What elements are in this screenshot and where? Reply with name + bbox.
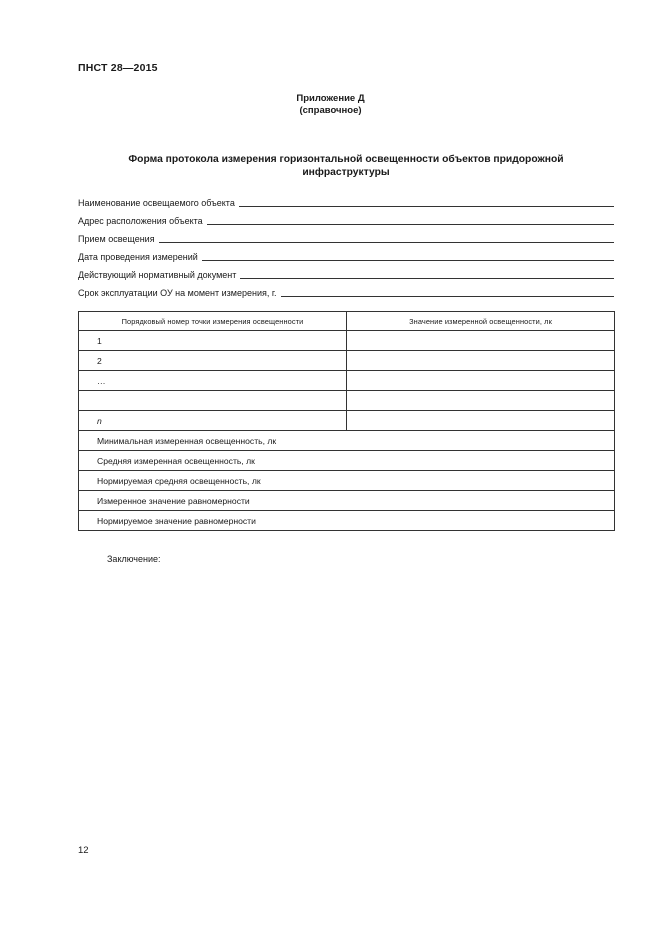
point-number-cell: … (79, 371, 347, 391)
page-number: 12 (78, 845, 89, 856)
summary-normative-avg: Нормируемая средняя освещенность, лк (79, 471, 615, 491)
document-code: ПНСТ 28—2015 (78, 62, 158, 74)
table-row (79, 391, 615, 411)
summary-measured-uniformity: Измеренное значение равномерности (79, 491, 615, 511)
summary-row (79, 451, 615, 471)
field-label: Адрес расположения объекта (78, 216, 203, 226)
value-cell (347, 411, 615, 431)
summary-avg-illuminance: Средняя измеренная освещенность, лк (79, 451, 615, 471)
field-service-life (78, 280, 614, 298)
summary-row (79, 491, 615, 511)
table-row (79, 371, 615, 391)
field-label: Срок эксплуатации ОУ на момент измерения, г. (78, 288, 277, 298)
appendix-title: Приложение Д (296, 93, 365, 104)
value-cell (347, 371, 615, 391)
fill-in-line (207, 216, 614, 225)
value-cell (347, 351, 615, 371)
column-header-illuminance: Значение измеренной освещенности, лк (347, 312, 615, 331)
field-normative-document (78, 262, 614, 280)
fill-in-line (240, 270, 614, 279)
fill-in-line (281, 288, 614, 297)
form-title-line-1: Форма протокола измерения горизонтальной освещенности объектов придорожной (128, 154, 564, 165)
value-cell (347, 331, 615, 351)
field-object-name (78, 190, 614, 208)
field-measurement-date (78, 244, 614, 262)
table-header-row (79, 312, 615, 331)
value-cell (347, 391, 615, 411)
field-object-address (78, 208, 614, 226)
point-number-cell: n (79, 411, 347, 431)
summary-row (79, 471, 615, 491)
point-number-cell: 1 (79, 331, 347, 351)
table-row (79, 351, 615, 371)
form-fields (78, 190, 614, 298)
form-title-line-2: инфраструктуры (302, 167, 390, 178)
column-header-point-number: Порядковый номер точки измерения освещенности (79, 312, 347, 331)
measurement-table (78, 311, 615, 531)
field-lighting-method (78, 226, 614, 244)
form-title (96, 153, 596, 179)
field-label: Наименование освещаемого объекта (78, 198, 235, 208)
appendix-note: (справочное) (299, 105, 362, 116)
table-row (79, 411, 615, 431)
table-row (79, 331, 615, 351)
summary-row (79, 431, 615, 451)
field-label: Прием освещения (78, 234, 155, 244)
fill-in-line (159, 234, 614, 243)
field-label: Действующий нормативный документ (78, 270, 237, 280)
conclusion-label: Заключение: (107, 554, 161, 564)
field-label: Дата проведения измерений (78, 252, 198, 262)
fill-in-line (239, 198, 614, 207)
summary-normative-uniformity: Нормируемое значение равномерности (79, 511, 615, 531)
point-number-cell: 2 (79, 351, 347, 371)
summary-row (79, 511, 615, 531)
fill-in-line (202, 252, 614, 261)
appendix-heading (0, 93, 661, 117)
point-number-cell (79, 391, 347, 411)
summary-min-illuminance: Минимальная измеренная освещенность, лк (79, 431, 615, 451)
